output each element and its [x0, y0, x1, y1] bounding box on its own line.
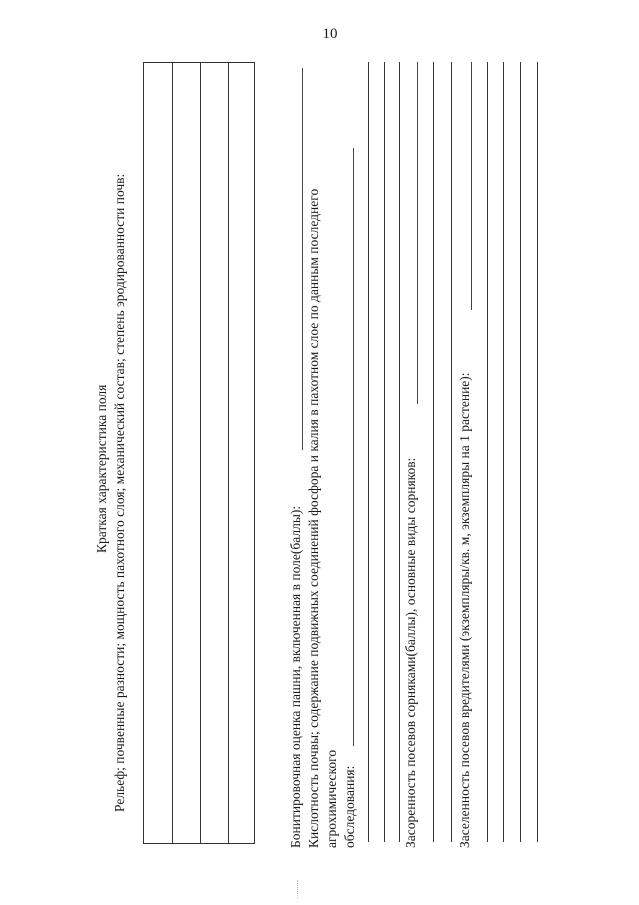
- answer-line: [384, 62, 385, 842]
- acidity-label-line2: агрохимического: [324, 749, 339, 848]
- answer-line: [487, 62, 488, 842]
- answer-line: [520, 62, 521, 842]
- pests-label: Заселенность посевов вредителями (экземпляры/кв. м, экземпляры на 1 растение):: [457, 372, 472, 848]
- table-column-divider: [172, 63, 173, 843]
- relief-description: Рельеф; почвенные разности; мощность пахотного слоя; механический состав; степень эродированности почв:: [112, 173, 127, 812]
- answer-line: [537, 62, 538, 842]
- scan-mark: [297, 880, 298, 898]
- table-column-divider: [228, 63, 229, 843]
- answer-line: [433, 62, 434, 842]
- answer-line: [451, 62, 452, 842]
- section-title: Краткая характеристика поля: [94, 384, 109, 553]
- table-column-divider: [200, 63, 201, 843]
- bonitet-label: Бонитировочная оценка пашни, включенная в поле(баллы):: [288, 505, 303, 848]
- bonitet-answer-line: [302, 68, 303, 450]
- characteristics-table: [143, 62, 255, 844]
- acidity-label-line1: Кислотность почвы; содержание подвижных соединений фосфора и калия в пахотном слое по данным последнего: [306, 188, 321, 848]
- pests-answer-line: [471, 62, 472, 310]
- weeds-label: Засоренность посевов сорняками(баллы), основные виды сорняков:: [403, 457, 418, 848]
- acidity-answer-line: [353, 148, 354, 746]
- acidity-label-line3: обследования:: [342, 765, 357, 848]
- answer-line: [399, 62, 400, 842]
- answer-line: [503, 62, 504, 842]
- page-number: 10: [322, 26, 338, 42]
- answer-line: [368, 62, 369, 842]
- weeds-answer-line: [417, 62, 418, 404]
